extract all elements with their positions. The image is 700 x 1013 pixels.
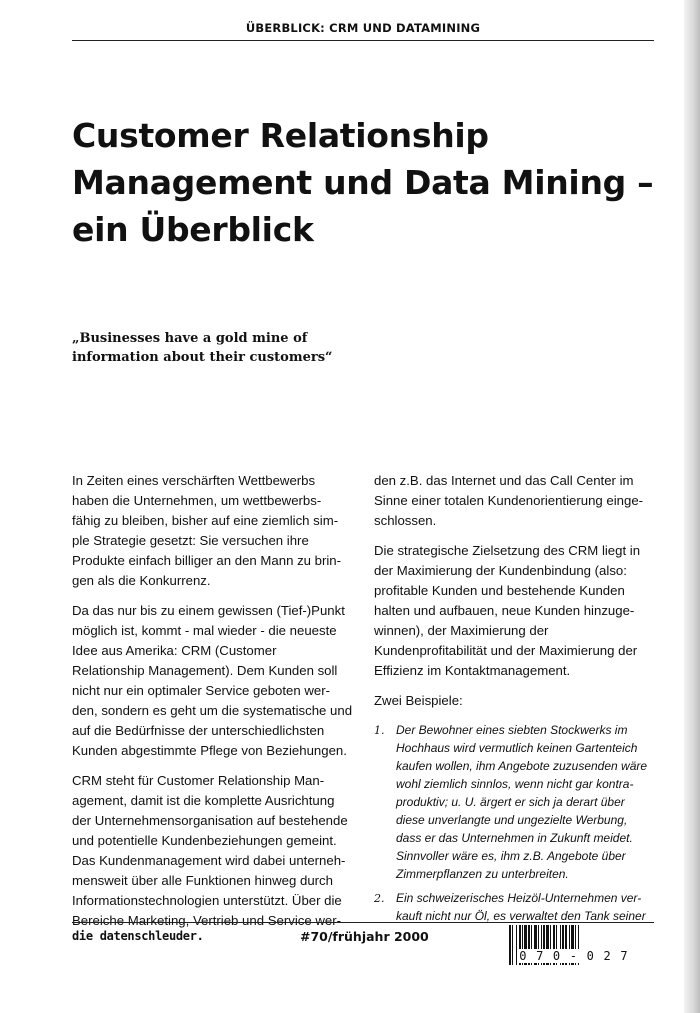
pull-quote	[72, 329, 402, 367]
text-line: gen als die Konkurrenz.	[72, 573, 211, 588]
text-line: Die strategische Zielsetzung des CRM liegt in	[374, 543, 641, 558]
header-divider	[72, 40, 654, 41]
example-item	[374, 889, 654, 925]
example-line: Ein schweizerisches Heizöl-Unternehmen ver-	[396, 891, 642, 905]
text-line: der Maximierung der Kundenbindung (also:	[374, 563, 627, 578]
example-number: 1.	[374, 724, 385, 737]
text-line: Kundenprofitabilität und der Maximierung der	[374, 643, 638, 658]
text-line: Effizienz im Kontaktmanagement.	[374, 663, 571, 678]
example-line: Der Bewohner eines siebten Stockwerks im	[396, 723, 628, 737]
example-line: Zimmerpflanzen zu unterbreiten.	[396, 867, 569, 881]
text-line: Das Kundenmanagement wird dabei unterneh-	[72, 853, 346, 868]
example-line: Sinnvoller wäre es, ihm z.B. Angebote über	[396, 849, 626, 863]
example-line: wohl ziemlich sinnlos, wenn nicht gar kontra-	[396, 777, 634, 791]
issue-label: #70/frühjahr 2000	[300, 929, 429, 944]
title-line: Customer Relationship	[72, 116, 489, 155]
text-line: winnen), der Maximierung der	[374, 623, 549, 638]
text-line: Idee aus Amerika: CRM (Customer	[72, 643, 277, 658]
text-line: Informationstechnologien unterstützt. Über die	[72, 893, 342, 908]
body-paragraph	[72, 471, 354, 591]
text-line: auf die Bedürfnisse der unterschiedlichsten	[72, 723, 325, 738]
barcode-number: 0 7 0 - 0 2 7	[519, 949, 629, 963]
text-line: In Zeiten eines verschärften Wettbewerbs	[72, 473, 316, 488]
text-line: der Unternehmensorganisation auf bestehende	[72, 813, 348, 828]
text-line: halten und aufbauen, neue Kunden hinzuge-	[374, 603, 635, 618]
body-paragraph	[72, 771, 354, 931]
text-line: Zwei Beispiele:	[374, 693, 463, 708]
text-line: Da das nur bis zu einem gewissen (Tief-)Punkt	[72, 603, 345, 618]
example-line: produktiv; u. U. ärgert er sich ja derart über	[396, 795, 625, 809]
text-line: Relationship Management). Dem Kunden soll	[72, 663, 338, 678]
body-paragraph	[374, 471, 654, 531]
example-line: kauft nicht nur Öl, es verwaltet den Tank seiner	[396, 909, 646, 923]
text-line: Bereiche Marketing, Vertrieb und Service wer-	[72, 913, 341, 928]
example-line: dass er das Unternehmen in Zukunft meidet.	[396, 831, 633, 845]
text-line: den, sondern es geht um die systematische und	[72, 703, 353, 718]
right-text-column	[374, 471, 654, 931]
title-line: ein Überblick	[72, 210, 314, 249]
text-line: und potentielle Kundenbeziehungen gemeint.	[72, 833, 337, 848]
text-line: agement, damit ist die komplette Ausrichtung	[72, 793, 335, 808]
text-line: den z.B. das Internet und das Call Center im	[374, 473, 634, 488]
text-line: schlossen.	[374, 513, 437, 528]
running-header: ÜBERBLICK: CRM UND DATAMINING	[245, 21, 481, 35]
text-line: haben die Unternehmen, um wettbewerbs-	[72, 493, 322, 508]
body-paragraph	[72, 601, 354, 761]
footer-divider	[72, 922, 654, 923]
text-line: mensweit über alle Funktionen hinweg durch	[72, 873, 333, 888]
body-paragraph	[374, 541, 654, 681]
text-line: CRM steht für Customer Relationship Man-	[72, 773, 325, 788]
publication-name: die datenschleuder.	[72, 929, 204, 943]
example-line: diese unverlangte und ungezielte Werbung,	[396, 813, 628, 827]
text-line: Produkte einfach billiger an den Mann zu brin-	[72, 553, 342, 568]
text-line: Kunden abgestimmte Pflege von Beziehungen.	[72, 743, 347, 758]
example-line: Hochhaus wird vermutlich keinen Gartenteich	[396, 741, 638, 755]
examples-intro	[374, 691, 654, 711]
left-text-column	[72, 471, 354, 941]
example-line: kaufen wollen, ihm Angebote zuzusenden wäre	[396, 759, 648, 773]
text-line: profitable Kunden und bestehende Kunden	[374, 583, 625, 598]
text-line: möglich ist, kommt - mal wieder - die neueste	[72, 623, 337, 638]
quote-line: „Businesses have a gold mine of	[72, 331, 308, 346]
example-item	[374, 721, 654, 883]
page-edge-shadow	[684, 0, 700, 1013]
text-line: fähig zu bleiben, bisher auf eine ziemlich sim-	[72, 513, 339, 528]
example-number: 2.	[374, 892, 385, 905]
text-line: ple Strategie gesetzt: Sie versuchen ihre	[72, 533, 309, 548]
article-title	[72, 112, 672, 253]
title-line: Management und Data Mining –	[72, 163, 654, 202]
text-line: nicht nur ein optimaler Service geboten wer-	[72, 683, 331, 698]
text-line: Sinne einer totalen Kundenorientierung einge-	[374, 493, 644, 508]
quote-line: information about their customers“	[72, 350, 333, 365]
